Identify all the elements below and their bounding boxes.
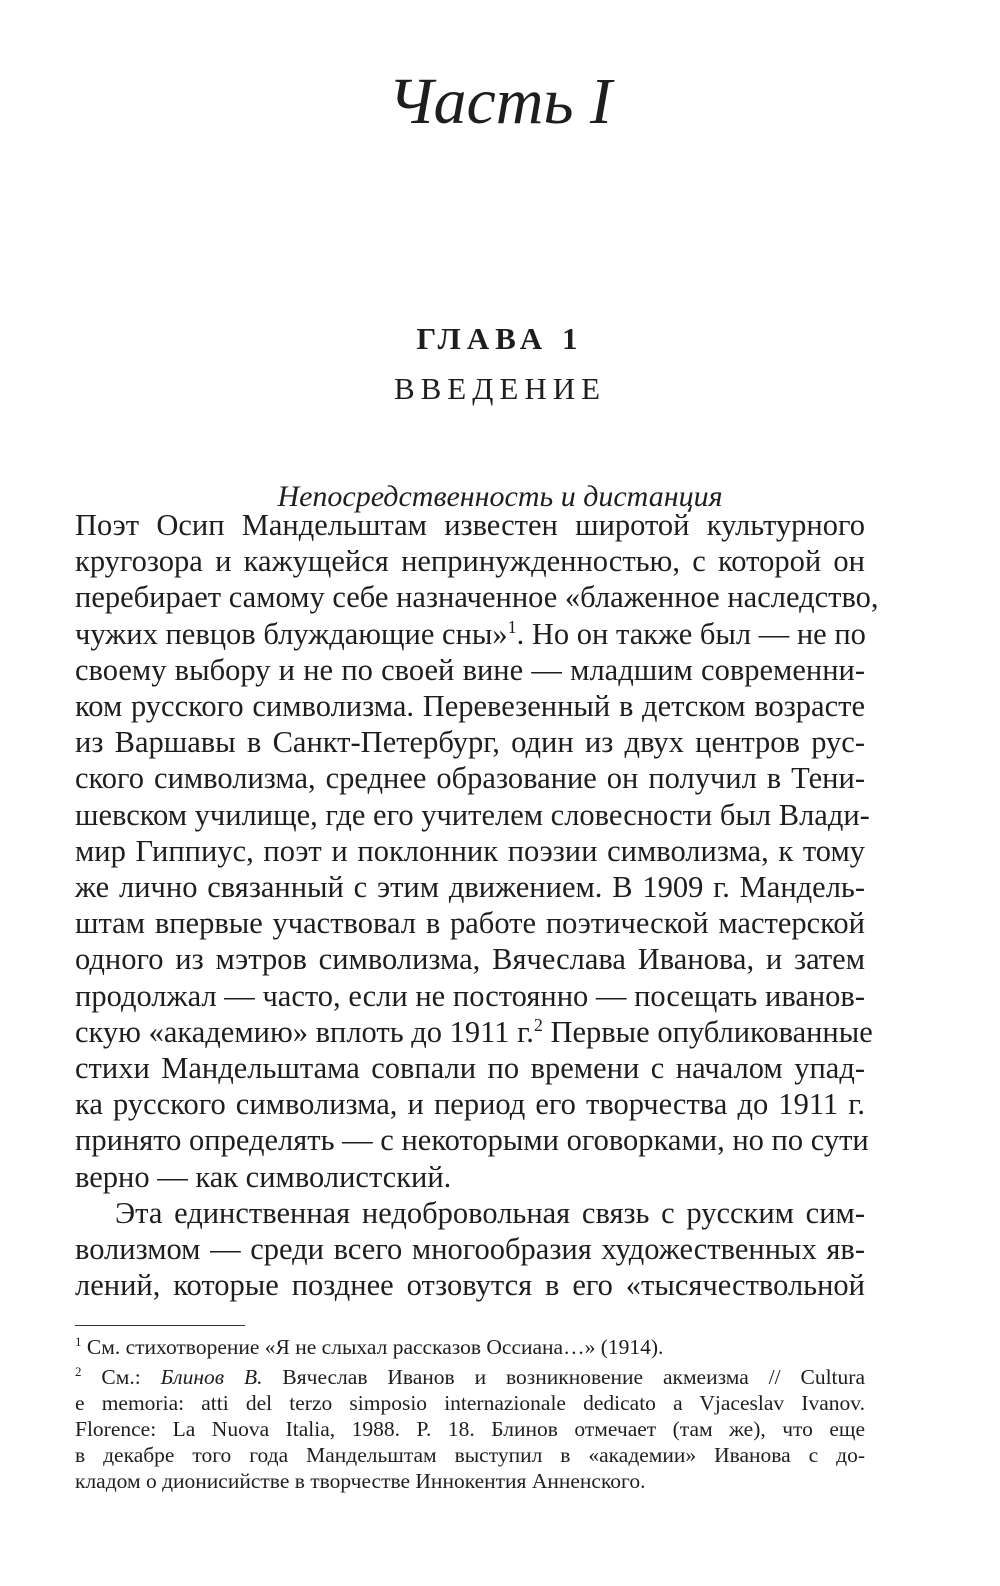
text-fragment: . Но он также был — не по	[516, 616, 866, 651]
text-line: принято определять — с некоторыми оговорками, но по сути	[75, 1123, 869, 1158]
text-line: одного из мэтров символизма, Вячеслава Иванова, и затем	[75, 942, 865, 977]
text-line: шевском училище, где его учителем словесности был Влади-	[75, 797, 870, 832]
footnote-author: Блинов В.	[160, 1365, 263, 1389]
footnote-line: в декабре того года Мандельштам выступил в «академии» Иванова с до-	[75, 1443, 865, 1467]
footnote-text: См. стихотворение «Я не слыхал рассказов Оссиана…» (1914).	[81, 1335, 664, 1359]
footnotes	[75, 1334, 865, 1498]
text-line: лений, которые позднее отзовутся в его «тысячествольной	[75, 1268, 865, 1303]
text-line	[75, 616, 865, 652]
footnote-mark: 2	[75, 1363, 82, 1379]
text-line: перебирает самому себе назначенное «блаженное наследство,	[75, 580, 879, 615]
text-line: стихи Мандельштама совпали по времени с началом упад-	[75, 1051, 865, 1086]
part-title: Часть I	[388, 65, 612, 138]
body-text	[75, 507, 879, 1303]
text-fragment: Первые опубликованные	[542, 1014, 873, 1049]
footnote-divider	[75, 1325, 245, 1326]
footnote-text: Вячеслав Иванов и возникновение акмеизма // Cultura	[262, 1365, 865, 1389]
text-line: мир Гиппиус, поэт и поклонник поэзии символизма, к тому	[75, 833, 865, 868]
footnote-line: кладом о дионисийстве в творчестве Иннокентия Анненского.	[75, 1469, 646, 1493]
text-fragment: чужих певцов блуждающие сны»	[75, 616, 508, 651]
text-line	[75, 1014, 873, 1050]
paragraph-1	[75, 507, 879, 1195]
text-line: продолжал — часто, если не постоянно — посещать иванов-	[75, 978, 865, 1013]
text-line: Поэт Осип Мандельштам известен широтой культурного	[75, 508, 865, 542]
footnote-line	[75, 1364, 865, 1390]
footnote-prefix: См.:	[81, 1365, 161, 1389]
footnote-1	[75, 1334, 865, 1360]
text-line: же лично связанный с этим движением. В 1909 г. Мандель-	[75, 870, 865, 905]
text-line: ского символизма, среднее образование он получил в Тени-	[75, 761, 865, 796]
footnote-ref-1[interactable]: 1	[507, 616, 517, 637]
chapter-name: ВВЕДЕНИЕ	[393, 371, 607, 406]
text-line: Эта единственная недобровольная связь с русским сим-	[115, 1195, 865, 1230]
text-line: своему выбору и не по своей вине — младшим современни-	[75, 652, 865, 687]
text-line: кругозора и кажущейся непринужденностью, с которой он	[75, 544, 865, 579]
text-line: ком русского символизма. Перевезенный в детском возрасте	[75, 689, 865, 724]
footnote-line: Florence: La Nuova Italia, 1988. P. 18. Блинов отмечает (там же), что еще	[75, 1417, 865, 1441]
text-line: верно — как символистский.	[75, 1159, 452, 1194]
footnote-mark: 1	[75, 1333, 82, 1349]
chapter-heading	[0, 320, 1000, 408]
chapter-number: ГЛАВА 1	[416, 321, 584, 356]
paragraph-2	[75, 1195, 865, 1304]
text-line: штам впервые участвовал в работе поэтической мастерской	[75, 906, 865, 941]
footnote-line	[75, 1334, 865, 1360]
text-fragment: скую «академию» вплоть до 1911 г.	[75, 1014, 534, 1049]
text-line: из Варшавы в Санкт-Петербург, один из двух центров рус-	[75, 725, 865, 760]
text-line: волизмом — среди всего многообразия художественных яв-	[75, 1232, 865, 1267]
footnote-line: e memoria: atti del terzo simposio internazionale dedicato a Vjaceslav Ivanov.	[75, 1391, 865, 1415]
text-line: ка русского символизма, и период его творчества до 1911 г.	[75, 1087, 865, 1122]
footnote-ref-2[interactable]: 2	[533, 1014, 543, 1035]
footnote-2	[75, 1364, 865, 1494]
section-title: Непосредственность и дистанция	[277, 479, 723, 513]
